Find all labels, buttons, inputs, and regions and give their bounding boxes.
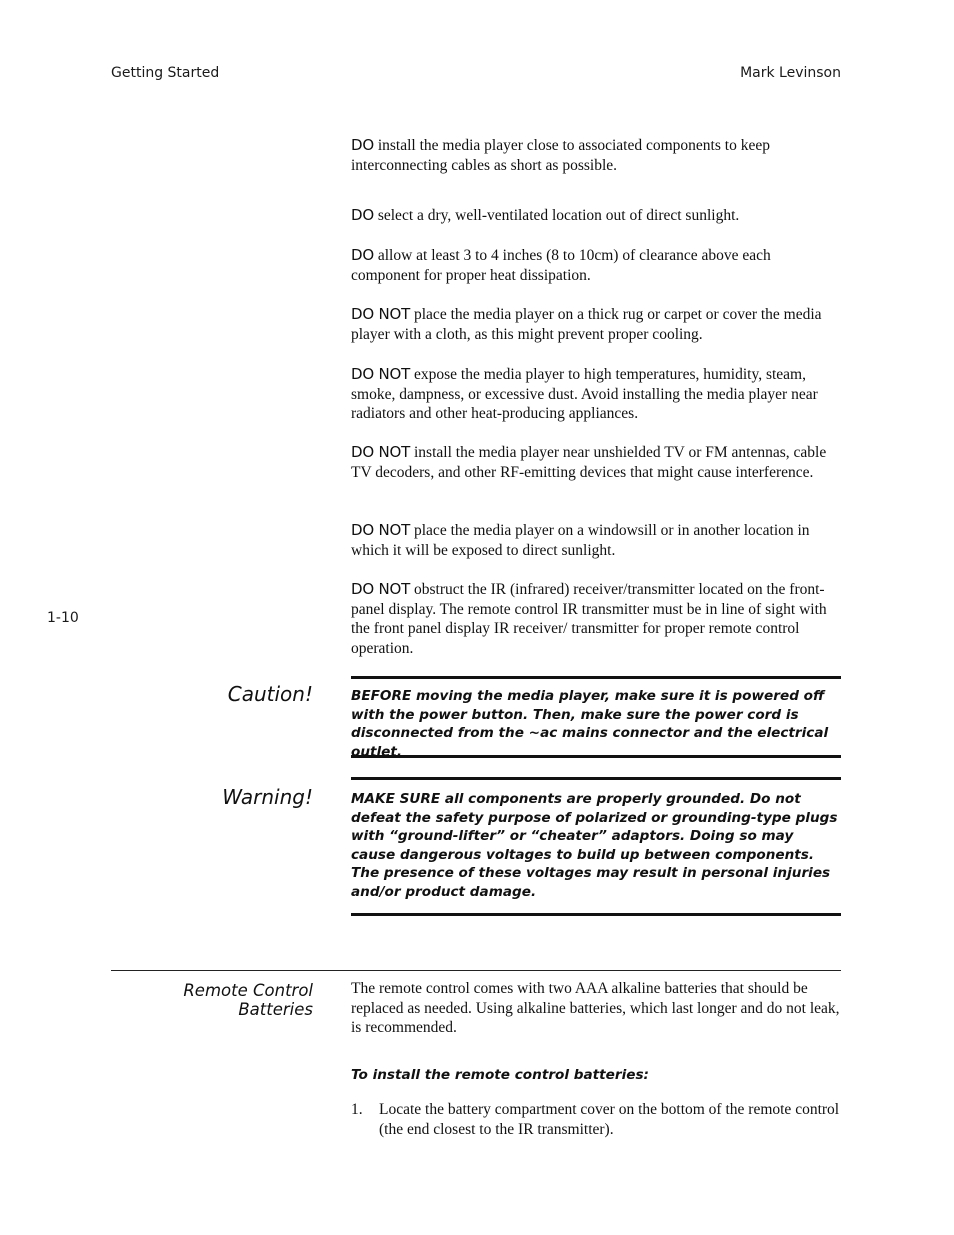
guideline-item bbox=[351, 521, 842, 560]
guideline-text: place the media player on a thick rug or carpet or cover the media player with a cloth, as this might prevent proper cooling. bbox=[351, 306, 822, 343]
guideline-keyword: DO NOT bbox=[351, 305, 411, 323]
guideline-item bbox=[351, 580, 842, 658]
guideline-keyword: DO bbox=[351, 206, 374, 224]
guideline-text: install the media player close to associated components to keep interconnecting cables as short as possible. bbox=[351, 137, 770, 174]
guideline-text: place the media player on a windowsill or in another location in which it will be exposed to direct sunlight. bbox=[351, 522, 810, 559]
guideline-item bbox=[351, 305, 842, 344]
step-number: 1. bbox=[351, 1101, 363, 1118]
guideline-text: obstruct the IR (infrared) receiver/transmitter located on the front-panel display. The remote control IR transmitter must be in line of sight with the front panel display IR receiver/ transmitter for proper remote control operation. bbox=[351, 581, 827, 657]
guideline-text: expose the media player to high temperatures, humidity, steam, smoke, dampness, or excessive dust. Avoid installing the media player near radiators and other heat-producing appliances. bbox=[351, 366, 818, 422]
guideline-keyword: DO NOT bbox=[351, 365, 411, 383]
page-number: 1-10 bbox=[47, 610, 79, 626]
guideline-keyword: DO bbox=[351, 246, 374, 264]
guideline-item bbox=[351, 365, 842, 424]
section-heading-line2: Batteries bbox=[238, 1000, 313, 1019]
running-header-brand: Mark Levinson bbox=[740, 65, 841, 81]
guideline-keyword: DO NOT bbox=[351, 521, 411, 539]
running-header-section: Getting Started bbox=[111, 65, 220, 81]
caution-top-rule bbox=[351, 676, 841, 679]
guideline-item bbox=[351, 246, 842, 285]
warning-label: Warning! bbox=[222, 785, 313, 809]
procedure-step bbox=[351, 1100, 842, 1139]
section-intro: The remote control comes with two AAA alkaline batteries that should be replaced as needed. Using alkaline batteries, which last longer and do not leak, is recommended. bbox=[351, 980, 840, 1036]
guideline-keyword: DO NOT bbox=[351, 580, 411, 598]
step-text: Locate the battery compartment cover on the bottom of the remote control (the end closest to the IR transmitter). bbox=[379, 1101, 840, 1138]
section-divider bbox=[111, 970, 841, 971]
warning-top-rule bbox=[351, 777, 841, 780]
section-heading bbox=[183, 981, 313, 1019]
caution-bottom-rule bbox=[351, 755, 841, 758]
caution-label: Caution! bbox=[227, 682, 313, 706]
warning-bottom-rule bbox=[351, 913, 841, 916]
guideline-text: install the media player near unshielded TV or FM antennas, cable TV decoders, and other RF-emitting devices that might cause interference. bbox=[351, 444, 827, 481]
guideline-item bbox=[351, 206, 842, 226]
guideline-text: allow at least 3 to 4 inches (8 to 10cm) of clearance above each component for proper heat dissipation. bbox=[351, 247, 771, 284]
guideline-keyword: DO NOT bbox=[351, 443, 411, 461]
guideline-item bbox=[351, 443, 842, 482]
procedure-title: To install the remote control batteries: bbox=[351, 1067, 649, 1083]
guideline-item bbox=[351, 136, 842, 175]
guideline-keyword: DO bbox=[351, 136, 374, 154]
section-heading-line1: Remote Control bbox=[183, 981, 313, 1000]
guideline-text: select a dry, well-ventilated location out of direct sunlight. bbox=[377, 207, 740, 224]
caution-text: BEFORE moving the media player, make sure it is powered off with the power button. Then, make sure the power cord is disconnected from the ~ac mains connector and the electrical outlet. bbox=[351, 688, 829, 760]
warning-text: MAKE SURE all components are properly grounded. Do not defeat the safety purpose of polarized or grounding-type plugs with “ground-lifter” or “cheater” adaptors. Doing so may cause dangerous voltages to build up between components. The presence of these voltages may result in personal injuries and/or product damage. bbox=[351, 791, 838, 900]
